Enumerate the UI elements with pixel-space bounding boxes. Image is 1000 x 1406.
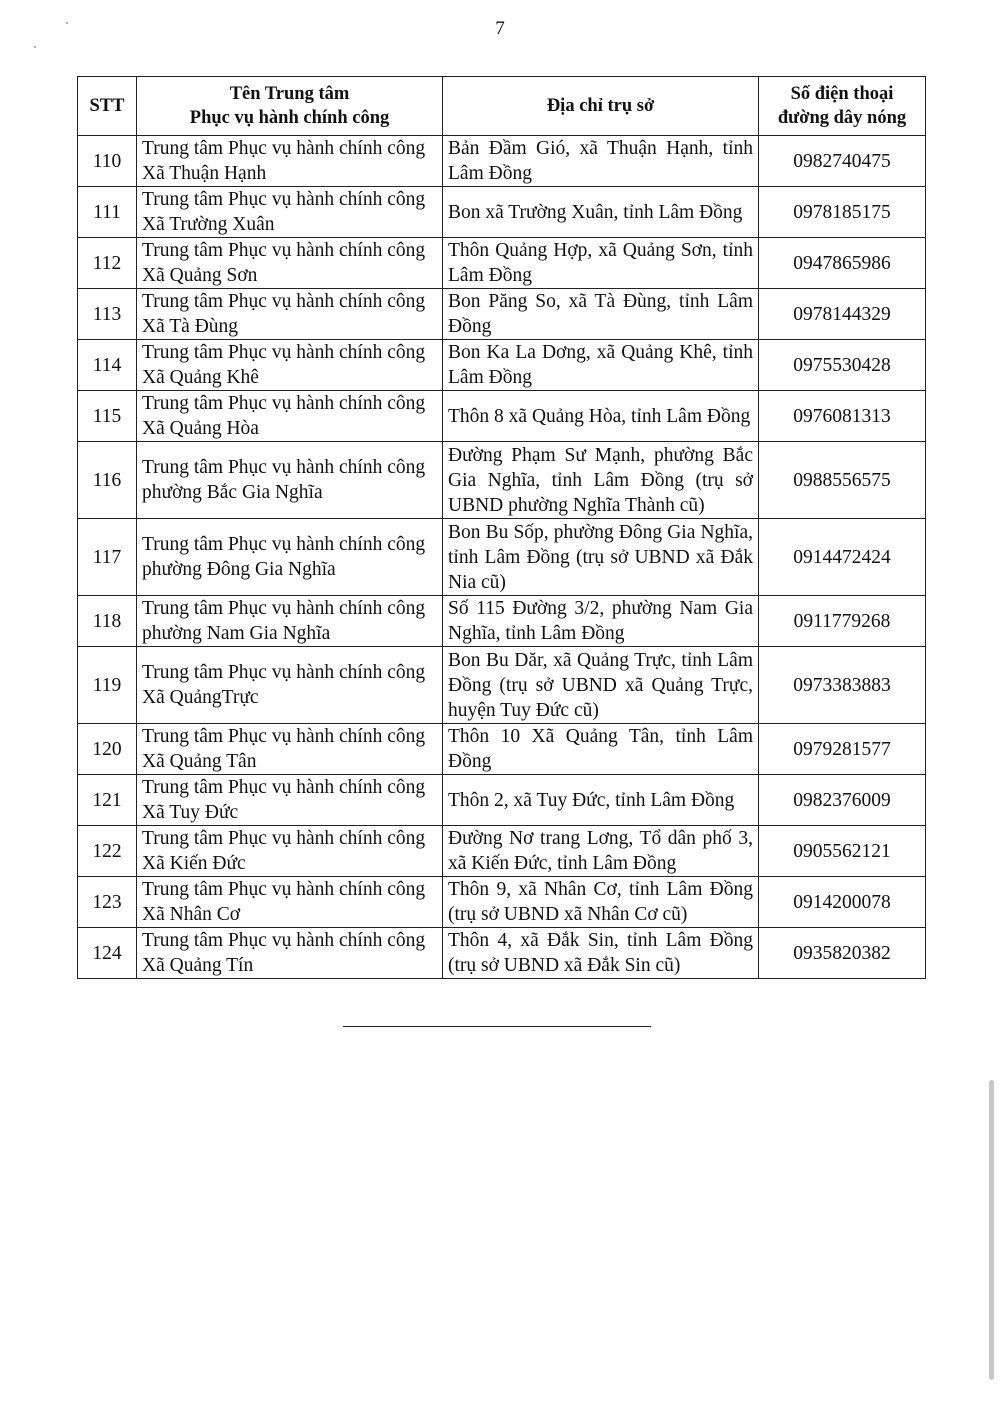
cell-address: Đường Nơ trang Lơng, Tổ dân phố 3, xã Kiến Đức, tỉnh Lâm Đồng [443,826,759,877]
cell-center-name [137,877,443,928]
cell-address: Thôn 8 xã Quảng Hòa, tỉnh Lâm Đồng [443,391,759,442]
center-name-line1: Trung tâm Phục vụ hành chính công [142,879,426,900]
cell-stt: 120 [78,724,137,775]
cell-stt: 121 [78,775,137,826]
table-row [78,391,926,442]
center-name-line1: Trung tâm Phục vụ hành chính công [142,777,426,798]
cell-stt: 114 [78,340,137,391]
cell-center-name [137,238,443,289]
cell-address: Thôn 2, xã Tuy Đức, tỉnh Lâm Đồng [443,775,759,826]
center-name-line2: Xã Tà Đùng [142,316,239,337]
cell-hotline: 0982376009 [759,775,926,826]
cell-hotline: 0914200078 [759,877,926,928]
table-row [78,596,926,647]
cell-center-name [137,596,443,647]
cell-hotline: 0935820382 [759,928,926,979]
cell-stt: 111 [78,187,137,238]
header-center-name-line2: Phục vụ hành chính công [189,108,390,128]
cell-hotline: 0978185175 [759,187,926,238]
cell-address: Bon Bu Sốp, phường Đông Gia Nghĩa, tỉnh Lâm Đồng (trụ sở UBND xã Đắk Nia cũ) [443,519,759,596]
cell-center-name [137,136,443,187]
cell-stt: 117 [78,519,137,596]
center-name-line1: Trung tâm Phục vụ hành chính công [142,138,426,159]
center-name-line2: Xã Thuận Hạnh [142,163,267,184]
header-stt: STT [78,77,137,136]
cell-address: Bon xã Trường Xuân, tỉnh Lâm Đồng [443,187,759,238]
table-row [78,928,926,979]
cell-address: Bon Păng So, xã Tà Đùng, tỉnh Lâm Đồng [443,289,759,340]
table-row [78,724,926,775]
table-row [78,519,926,596]
cell-center-name [137,928,443,979]
scrollbar[interactable] [989,1080,994,1380]
cell-hotline: 0975530428 [759,340,926,391]
header-center-name-line1: Tên Trung tâm [229,84,350,104]
center-name-line1: Trung tâm Phục vụ hành chính công [142,662,426,683]
table-row [78,289,926,340]
center-name-line1: Trung tâm Phục vụ hành chính công [142,534,426,555]
header-hotline [759,77,926,136]
cell-center-name [137,289,443,340]
center-name-line1: Trung tâm Phục vụ hành chính công [142,393,426,414]
cell-stt: 122 [78,826,137,877]
table-row [78,877,926,928]
end-divider [343,1026,651,1027]
cell-center-name [137,826,443,877]
cell-address: Thôn 10 Xã Quảng Tân, tỉnh Lâm Đồng [443,724,759,775]
table-header-row [78,77,926,136]
table-row [78,775,926,826]
cell-address: Thôn 9, xã Nhân Cơ, tỉnh Lâm Đồng (trụ sở UBND xã Nhân Cơ cũ) [443,877,759,928]
table-row [78,826,926,877]
cell-hotline: 0982740475 [759,136,926,187]
center-name-line1: Trung tâm Phục vụ hành chính công [142,828,426,849]
center-name-line1: Trung tâm Phục vụ hành chính công [142,189,426,210]
service-centers-table [77,76,926,979]
cell-center-name [137,442,443,519]
header-hotline-line2: đường dây nóng [777,108,907,128]
center-name-line2: Xã Quảng Tân [142,751,257,772]
cell-hotline: 0911779268 [759,596,926,647]
cell-hotline: 0914472424 [759,519,926,596]
center-name-line2: Xã Quảng Tín [142,955,254,976]
cell-stt: 110 [78,136,137,187]
cell-center-name [137,519,443,596]
center-name-line1: Trung tâm Phục vụ hành chính công [142,930,426,951]
cell-center-name [137,724,443,775]
table-row [78,647,926,724]
table-row [78,136,926,187]
center-name-line2: Xã Quảng Hòa [142,418,259,439]
center-name-line1: Trung tâm Phục vụ hành chính công [142,240,426,261]
cell-address: Bản Đầm Gió, xã Thuận Hạnh, tỉnh Lâm Đồng [443,136,759,187]
cell-address: Bon Bu Dăr, xã Quảng Trực, tỉnh Lâm Đồng (trụ sở UBND xã Quảng Trực, huyện Tuy Đức cũ) [443,647,759,724]
center-name-line2: Xã Quảng Sơn [142,265,258,286]
cell-center-name [137,647,443,724]
cell-center-name [137,187,443,238]
center-name-line2: Xã Quảng Khê [142,367,259,388]
center-name-line2: Xã Trường Xuân [142,214,275,235]
cell-address: Thôn 4, xã Đắk Sin, tỉnh Lâm Đồng (trụ sở UBND xã Đắk Sin cũ) [443,928,759,979]
cell-center-name [137,340,443,391]
cell-hotline: 0973383883 [759,647,926,724]
cell-stt: 124 [78,928,137,979]
center-name-line1: Trung tâm Phục vụ hành chính công [142,457,426,478]
center-name-line2: Xã Tuy Đức [142,802,239,823]
cell-address: Thôn Quảng Hợp, xã Quảng Sơn, tỉnh Lâm Đồng [443,238,759,289]
cell-stt: 119 [78,647,137,724]
header-center-name [137,77,443,136]
cell-center-name [137,775,443,826]
center-name-line2: phường Nam Gia Nghĩa [142,623,331,644]
cell-address: Bon Ka La Dơng, xã Quảng Khê, tỉnh Lâm Đồng [443,340,759,391]
center-name-line2: phường Đông Gia Nghĩa [142,559,336,580]
center-name-line1: Trung tâm Phục vụ hành chính công [142,342,426,363]
scan-speck [34,46,36,48]
center-name-line2: phường Bắc Gia Nghĩa [142,482,323,503]
cell-stt: 113 [78,289,137,340]
center-name-line1: Trung tâm Phục vụ hành chính công [142,598,426,619]
center-name-line2: Xã Nhân Cơ [142,904,241,925]
cell-hotline: 0905562121 [759,826,926,877]
cell-stt: 123 [78,877,137,928]
cell-address: Đường Phạm Sư Mạnh, phường Bắc Gia Nghĩa, tỉnh Lâm Đồng (trụ sở UBND phường Nghĩa Thành cũ) [443,442,759,519]
table-row [78,238,926,289]
cell-hotline: 0947865986 [759,238,926,289]
cell-stt: 115 [78,391,137,442]
center-name-line1: Trung tâm Phục vụ hành chính công [142,291,426,312]
cell-hotline: 0979281577 [759,724,926,775]
cell-hotline: 0976081313 [759,391,926,442]
table-row [78,187,926,238]
scan-speck [66,22,68,24]
cell-center-name [137,391,443,442]
cell-address: Số 115 Đường 3/2, phường Nam Gia Nghĩa, tỉnh Lâm Đồng [443,596,759,647]
cell-hotline: 0988556575 [759,442,926,519]
cell-stt: 118 [78,596,137,647]
cell-stt: 112 [78,238,137,289]
table-body [78,136,926,979]
center-name-line2: Xã QuảngTrực [142,687,259,708]
cell-stt: 116 [78,442,137,519]
page-number: 7 [495,18,505,39]
table-row [78,442,926,519]
header-hotline-line1: Số điện thoại [790,84,894,104]
header-address: Địa chỉ trụ sở [443,77,759,136]
center-name-line1: Trung tâm Phục vụ hành chính công [142,726,426,747]
cell-hotline: 0978144329 [759,289,926,340]
center-name-line2: Xã Kiến Đức [142,853,246,874]
table-row [78,340,926,391]
